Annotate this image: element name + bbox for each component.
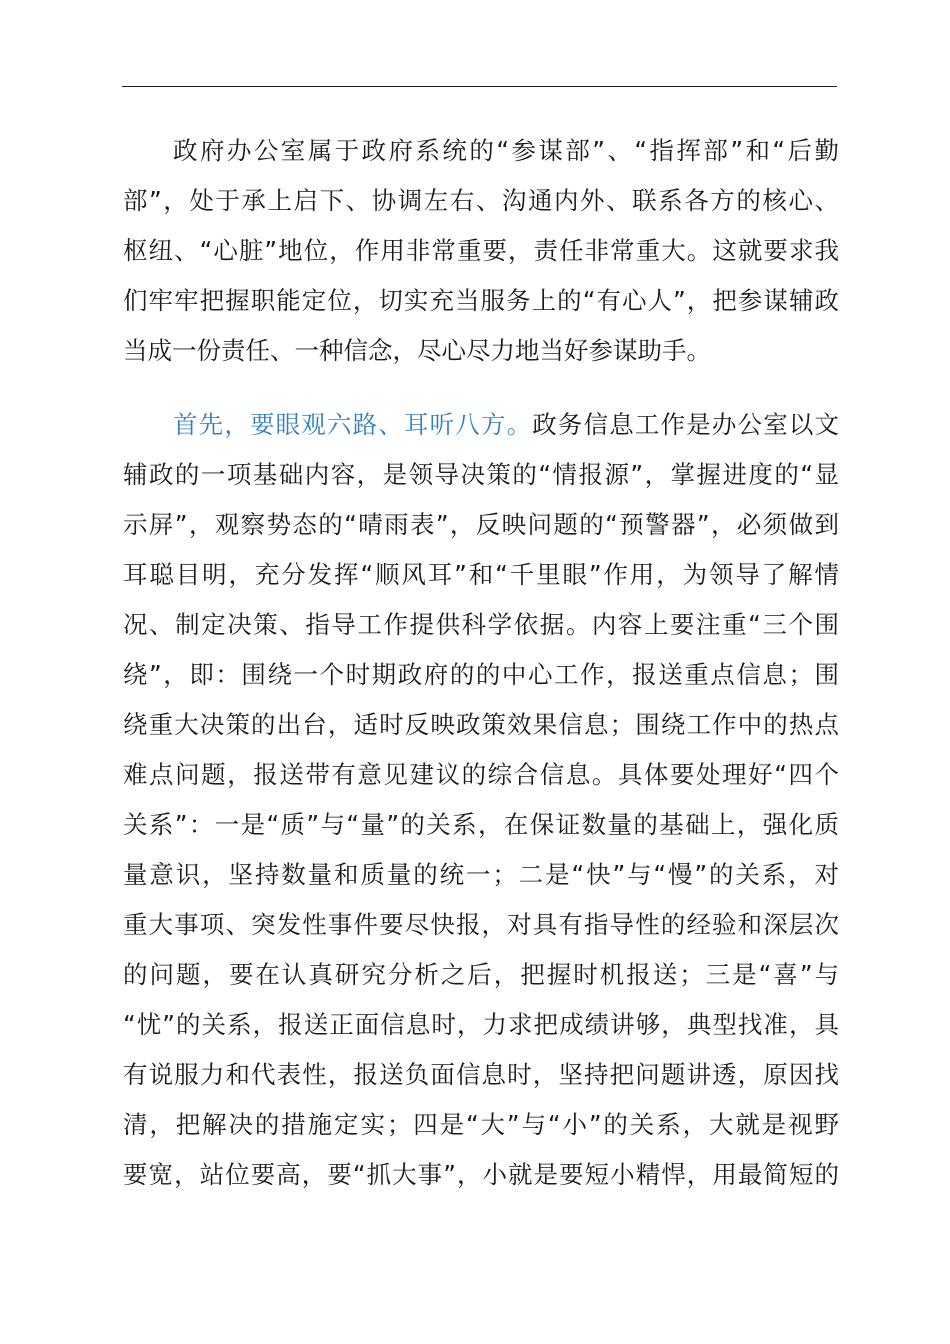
- paragraph-line: 绕”，即：围绕一个时期政府的的中心工作，报送重点信息；围: [123, 660, 839, 689]
- paragraph-first-line: [123, 400, 839, 450]
- paragraph-2: [123, 400, 839, 1200]
- paragraph-1: [123, 126, 839, 376]
- paragraph-line: 枢纽、“心脏”地位，作用非常重要，责任非常重大。这就要求我: [123, 236, 839, 265]
- paragraph-line: 部”，处于承上启下、协调左右、沟通内外、联系各方的核心、: [123, 186, 839, 215]
- paragraph-line: “忧”的关系，报送正面信息时，力求把成绩讲够，典型找准，具: [123, 1010, 839, 1039]
- header-rule: [122, 86, 837, 87]
- paragraph-line: 重大事项、突发性事件要尽快报，对具有指导性的经验和深层次: [123, 910, 839, 939]
- paragraph-line: 们牢牢把握职能定位，切实充当服务上的“有心人”，把参谋辅政: [123, 286, 839, 315]
- paragraph-line: 辅政的一项基础内容，是领导决策的“情报源”，掌握进度的“显: [123, 460, 839, 489]
- paragraph-line: 示屏”，观察势态的“晴雨表”，反映问题的“预警器”，必须做到: [123, 510, 839, 539]
- paragraph-line: 要宽，站位要高，要“抓大事”，小就是要短小精悍，用最简短的: [123, 1160, 839, 1189]
- paragraph-line: 耳聪目明，充分发挥“顺风耳”和“千里眼”作用，为领导了解情: [123, 560, 839, 589]
- paragraph-line: 况、制定决策、指导工作提供科学依据。内容上要注重“三个围: [123, 610, 839, 639]
- paragraph-line: 有说服力和代表性，报送负面信息时，坚持把问题讲透，原因找: [123, 1060, 839, 1089]
- paragraph-line: 当成一份责任、一种信念，尽心尽力地当好参谋助手。: [123, 336, 711, 365]
- paragraph-line: 难点问题，报送带有意见建议的综合信息。具体要处理好“四个: [123, 760, 839, 789]
- document-body: [123, 126, 839, 1200]
- paragraph-line: 清，把解决的措施定实；四是“大”与“小”的关系，大就是视野: [123, 1110, 839, 1139]
- paragraph-line-rest: 政务信息工作是办公室以文: [532, 410, 839, 439]
- paragraph-spacer: [123, 376, 839, 400]
- section-heading: 首先，要眼观六路、耳听八方。: [173, 410, 533, 439]
- paragraph-line: 政府办公室属于政府系统的“参谋部”、“指挥部”和“后勤: [173, 136, 839, 165]
- paragraph-line: 关系”：一是“质”与“量”的关系，在保证数量的基础上，强化质: [123, 810, 839, 839]
- paragraph-line: 量意识，坚持数量和质量的统一；二是“快”与“慢”的关系，对: [123, 860, 839, 889]
- paragraph-line: 的问题，要在认真研究分析之后，把握时机报送；三是“喜”与: [123, 960, 839, 989]
- paragraph-line: 绕重大决策的出台，适时反映政策效果信息；围绕工作中的热点: [123, 710, 839, 739]
